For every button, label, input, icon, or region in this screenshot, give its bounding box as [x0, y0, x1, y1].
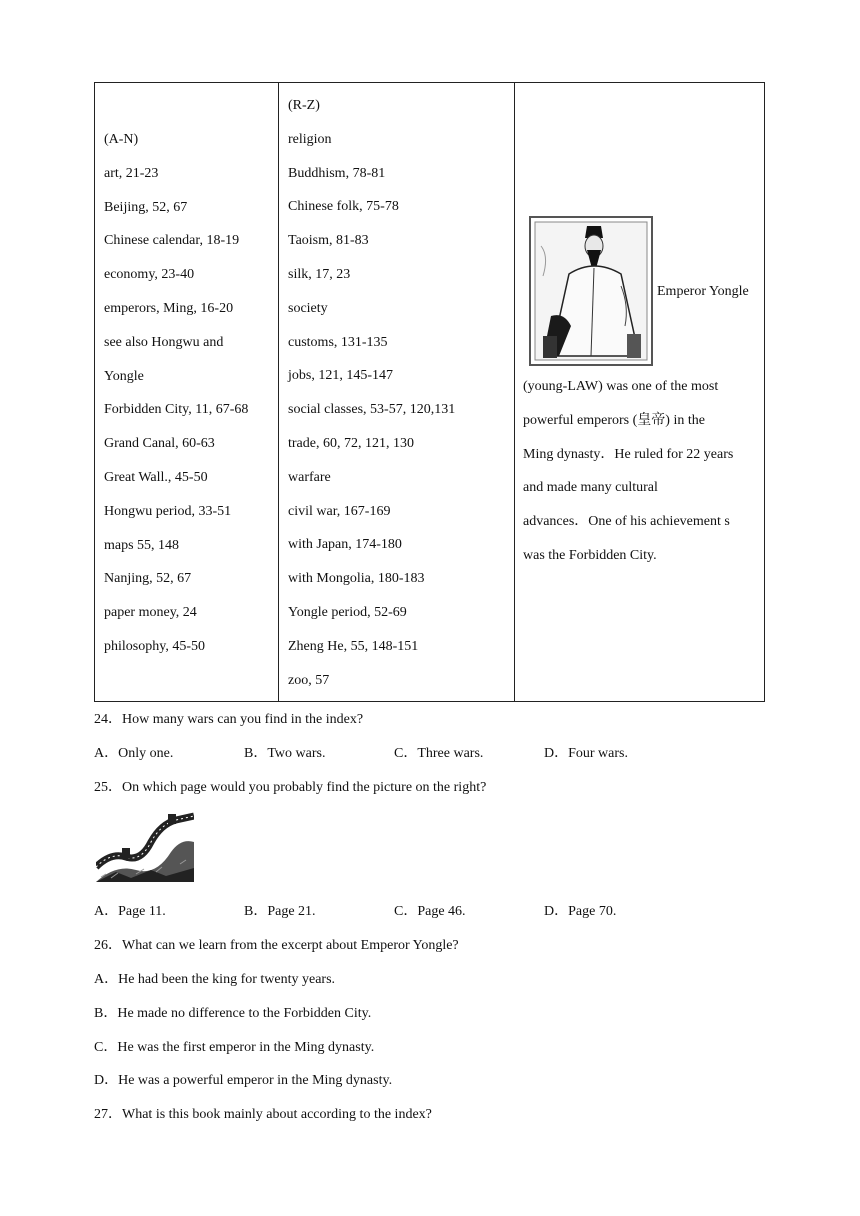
index-entry: silk, 17, 23	[288, 266, 351, 282]
excerpt-caption: Emperor Yongle	[657, 284, 749, 299]
index-entry: social classes, 53-57, 120,131	[288, 402, 456, 418]
index-entry: civil war, 167-169	[288, 503, 391, 519]
emperor-yongle-portrait-image	[529, 216, 653, 366]
index-entry: Chinese folk, 75-78	[288, 199, 399, 215]
question-24-option-c: C．Three wars.	[394, 746, 484, 761]
index-entry: maps 55, 148	[104, 537, 180, 553]
excerpt-line: was the Forbidden City.	[523, 547, 657, 563]
index-entry: Yongle	[104, 368, 144, 384]
index-entry: jobs, 121, 145-147	[288, 368, 393, 384]
question-25-option-c: C．Page 46.	[394, 904, 466, 919]
excerpt-line: advances．One of his achievement s	[523, 514, 730, 530]
index-entry: trade, 60, 72, 121, 130	[288, 435, 414, 451]
index-entry: with Japan, 174-180	[288, 537, 402, 553]
excerpt-line: Ming dynasty．He ruled for 22 years	[523, 446, 734, 462]
excerpt-column	[515, 83, 764, 701]
question-26: 26．What can we learn from the excerpt about Emperor Yongle?	[94, 938, 459, 953]
question-24-option-d: D．Four wars.	[544, 746, 628, 761]
index-entry: economy, 23-40	[104, 267, 195, 283]
index-entry: Great Wall., 45-50	[104, 469, 208, 485]
index-header-a-n: (A-N)	[104, 132, 139, 147]
index-entry: emperors, Ming, 16-20	[104, 300, 234, 316]
index-entry: Grand Canal, 60-63	[104, 436, 215, 452]
index-entry: see also Hongwu and	[104, 334, 224, 350]
question-25: 25．On which page would you probably find the picture on the right?	[94, 780, 487, 795]
excerpt-text	[523, 377, 733, 580]
question-25-option-a: A．Page 11.	[94, 904, 166, 919]
index-table	[94, 82, 765, 702]
question-27: 27．What is this book mainly about according to the index?	[94, 1107, 432, 1122]
index-entry: warfare	[288, 469, 331, 485]
index-entry: religion	[288, 131, 332, 147]
question-24: 24．How many wars can you find in the index?	[94, 712, 364, 727]
question-24-option-b: B．Two wars.	[244, 746, 326, 761]
index-entry: customs, 131-135	[288, 334, 388, 350]
index-entry: Taoism, 81-83	[288, 233, 369, 249]
index-entry: Zheng He, 55, 148-151	[288, 638, 419, 654]
index-entry: Buddhism, 78-81	[288, 165, 386, 181]
index-entry: Yongle period, 52-69	[288, 604, 407, 620]
index-header-r-z: (R-Z)	[288, 98, 320, 113]
index-entry: society	[288, 300, 328, 316]
excerpt-line: powerful emperors (皇帝) in the	[523, 412, 705, 428]
index-column-r-z	[279, 83, 515, 701]
index-entry: with Mongolia, 180-183	[288, 571, 425, 587]
index-entry: Beijing, 52, 67	[104, 199, 188, 215]
index-entry: art, 21-23	[104, 165, 159, 181]
index-entry: zoo, 57	[288, 672, 330, 688]
index-entry: philosophy, 45-50	[104, 638, 205, 654]
index-entry: Nanjing, 52, 67	[104, 571, 192, 587]
question-26-option-d: D．He was a powerful emperor in the Ming dynasty.	[94, 1073, 393, 1088]
great-wall-image	[96, 812, 194, 882]
excerpt-line: (young-LAW) was one of the most	[523, 379, 719, 394]
index-entry: Hongwu period, 33-51	[104, 503, 232, 519]
index-column-a-n	[95, 83, 279, 701]
index-entry: Forbidden City, 11, 67-68	[104, 402, 249, 418]
excerpt-line: and made many cultural	[523, 480, 658, 496]
index-list-a-n	[104, 130, 248, 671]
index-entry: Chinese calendar, 18-19	[104, 233, 240, 249]
question-26-option-a: A．He had been the king for twenty years.	[94, 972, 336, 987]
index-list-r-z	[288, 96, 455, 704]
index-entry: paper money, 24	[104, 605, 197, 621]
question-26-option-b: B．He made no difference to the Forbidden City.	[94, 1006, 372, 1021]
question-25-option-d: D．Page 70.	[544, 904, 617, 919]
question-26-option-c: C．He was the first emperor in the Ming dynasty.	[94, 1040, 375, 1055]
question-25-option-b: B．Page 21.	[244, 904, 316, 919]
question-24-option-a: A．Only one.	[94, 746, 174, 761]
